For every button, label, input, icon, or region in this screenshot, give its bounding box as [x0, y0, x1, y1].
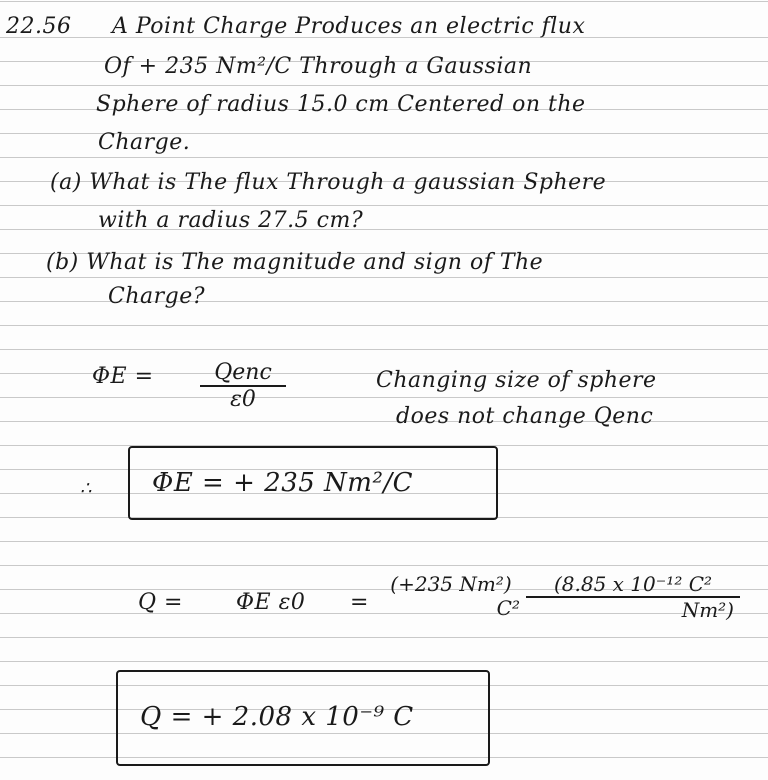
flux-denominator: ε0 [230, 387, 256, 412]
note-line-1: Changing size of sphere [376, 368, 657, 393]
q-lhs: Q = [138, 590, 183, 615]
problem-number: 22.56 [6, 14, 72, 39]
q-factor-1 [376, 572, 526, 620]
part-b-line-1: (b) What is The magnitude and sign of The [46, 250, 544, 275]
q-factor-2-den: Nm²) [681, 598, 734, 622]
q-mid: ΦE ε0 [236, 590, 306, 615]
problem-line-1: A Point Charge Produces an electric flux [112, 14, 586, 39]
q-equals: = [350, 590, 369, 615]
q-factor-1-num: (+235 Nm²) [390, 572, 512, 596]
problem-line-3: Sphere of radius 15.0 cm Centered on the [96, 92, 586, 117]
q-factor-1-den: C² [496, 596, 520, 620]
therefore-symbol: ∴ [80, 478, 92, 499]
flux-symbol: ΦE = [92, 364, 154, 389]
answer-b: Q = + 2.08 x 10⁻⁹ C [140, 702, 414, 732]
flux-numerator: Qenc [200, 360, 286, 387]
q-factor-2 [526, 572, 740, 622]
q-factor-2-num: (8.85 x 10⁻¹² C² [526, 572, 740, 598]
problem-line-4: Charge. [98, 130, 191, 155]
part-b-line-2: Charge? [108, 284, 206, 309]
answer-a: ΦE = + 235 Nm²/C [152, 468, 414, 498]
part-a-line-2: with a radius 27.5 cm? [98, 208, 364, 233]
note-line-2: does not change Qenc [396, 404, 654, 429]
problem-line-2: Of + 235 Nm²/C Through a Gaussian [104, 54, 533, 79]
flux-fraction [200, 360, 286, 412]
part-a-line-1: (a) What is The flux Through a gaussian Sphere [50, 170, 607, 195]
